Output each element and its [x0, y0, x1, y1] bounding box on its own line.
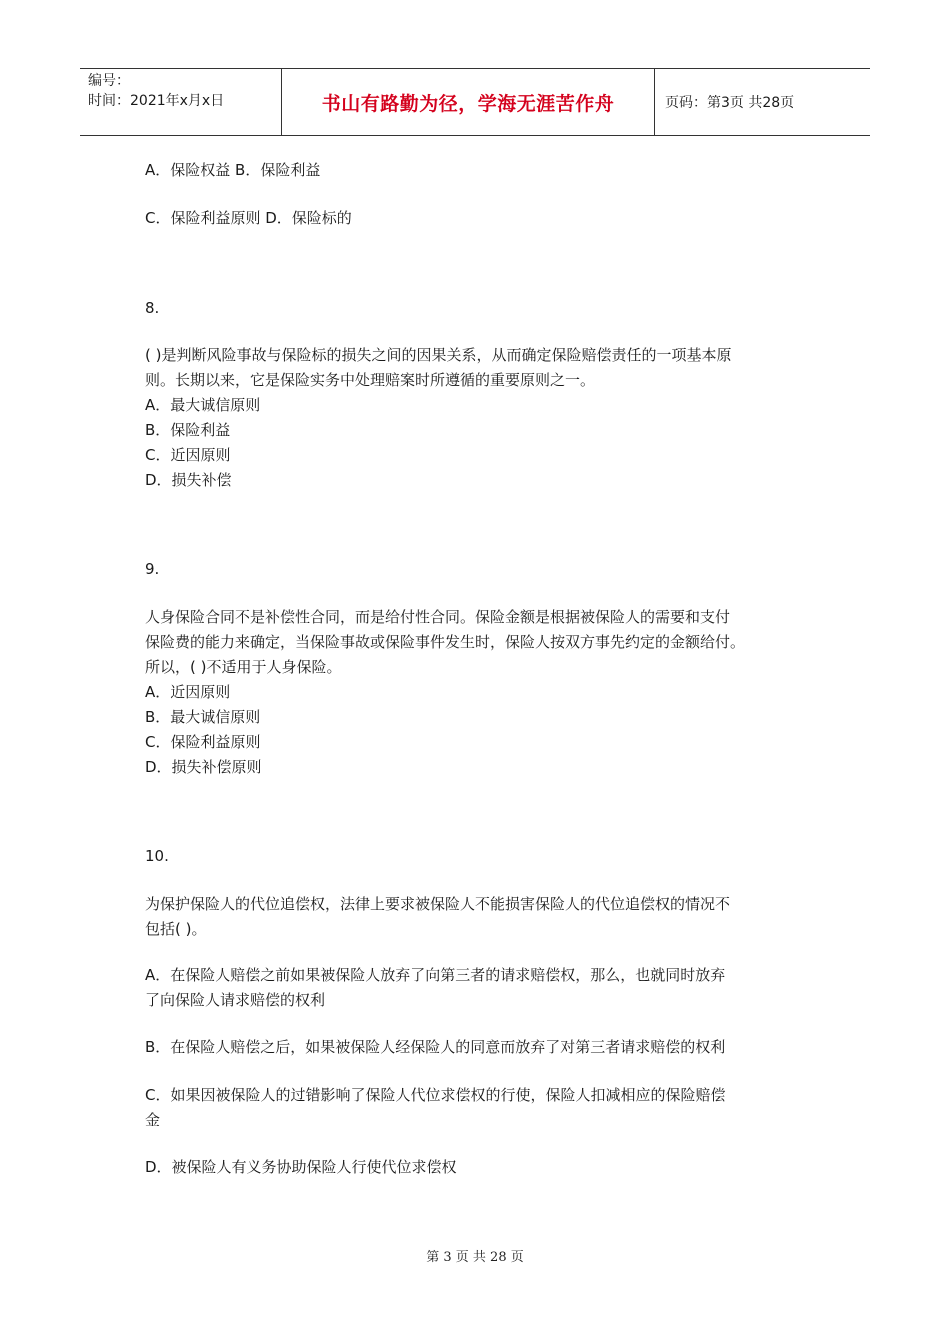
prev-options-line2: C．保险利益原则 D．保险标的 [145, 209, 352, 227]
q9-stem-line1: 人身保险合同不是补偿性合同，而是给付性合同。保险金额是根据被保险人的需要和支付 [145, 608, 731, 626]
page-header [80, 68, 870, 136]
q9-option-c: C．保险利益原则 [145, 733, 261, 751]
q10-option-b: B．在保险人赔偿之后，如果被保险人经保险人的同意而放弃了对第三者请求赔偿的权利 [145, 1038, 726, 1056]
q8-stem-line1: ( )是判断风险事故与保险标的损失之间的因果关系，从而确定保险赔偿责任的一项基本原 [145, 346, 732, 364]
q10-option-d: D．被保险人有义务协助保险人行使代位求偿权 [145, 1158, 457, 1176]
page-footer: 第 3 页 共 28 页 [426, 1250, 524, 1265]
q10-option-a-line2: 了向保险人请求赔偿的权利 [145, 991, 326, 1009]
time-label: 时间：2021年x月x日 [88, 93, 225, 109]
q10-stem-line2: 包括( )。 [145, 920, 207, 938]
q8-option-d: D．损失补偿 [145, 471, 232, 489]
q8-option-b: B．保险利益 [145, 421, 231, 439]
q8-stem-line2: 则。长期以来，它是保险实务中处理赔案时所遵循的重要原则之一。 [145, 371, 596, 389]
q10-option-c-line1: C．如果因被保险人的过错影响了保险人代位求偿权的行使，保险人扣减相应的保险赔偿 [145, 1086, 726, 1104]
q9-option-d: D．损失补偿原则 [145, 758, 262, 776]
code-label: 编号： [88, 73, 130, 89]
q10-number: 10. [145, 847, 169, 865]
header-motto: 书山有路勤为径，学海无涯苦作舟 [321, 92, 615, 115]
q8-option-a: A．最大诚信原则 [145, 396, 261, 414]
q9-number: 9. [145, 560, 160, 578]
header-motto-cell [282, 69, 655, 135]
q8-number: 8. [145, 299, 160, 317]
q10-option-c-line2: 金 [145, 1111, 161, 1129]
q9-option-a: A．近因原则 [145, 683, 231, 701]
prev-options-line1: A．保险权益 B．保险利益 [145, 161, 321, 179]
q9-option-b: B．最大诚信原则 [145, 708, 261, 726]
q9-stem-line3: 所以，( )不适用于人身保险。 [145, 658, 342, 676]
q10-option-a-line1: A．在保险人赔偿之前如果被保险人放弃了向第三者的请求赔偿权，那么，也就同时放弃 [145, 966, 726, 984]
header-meta [80, 69, 282, 135]
q8-option-c: C．近因原则 [145, 446, 231, 464]
page-info-text: 页码：第3页 共28页 [665, 95, 795, 111]
header-page-info [655, 69, 870, 135]
q9-stem-line2: 保险费的能力来确定，当保险事故或保险事件发生时，保险人按双方事先约定的金额给付。 [145, 633, 746, 651]
q10-stem-line1: 为保护保险人的代位追偿权，法律上要求被保险人不能损害保险人的代位追偿权的情况不 [145, 895, 731, 913]
